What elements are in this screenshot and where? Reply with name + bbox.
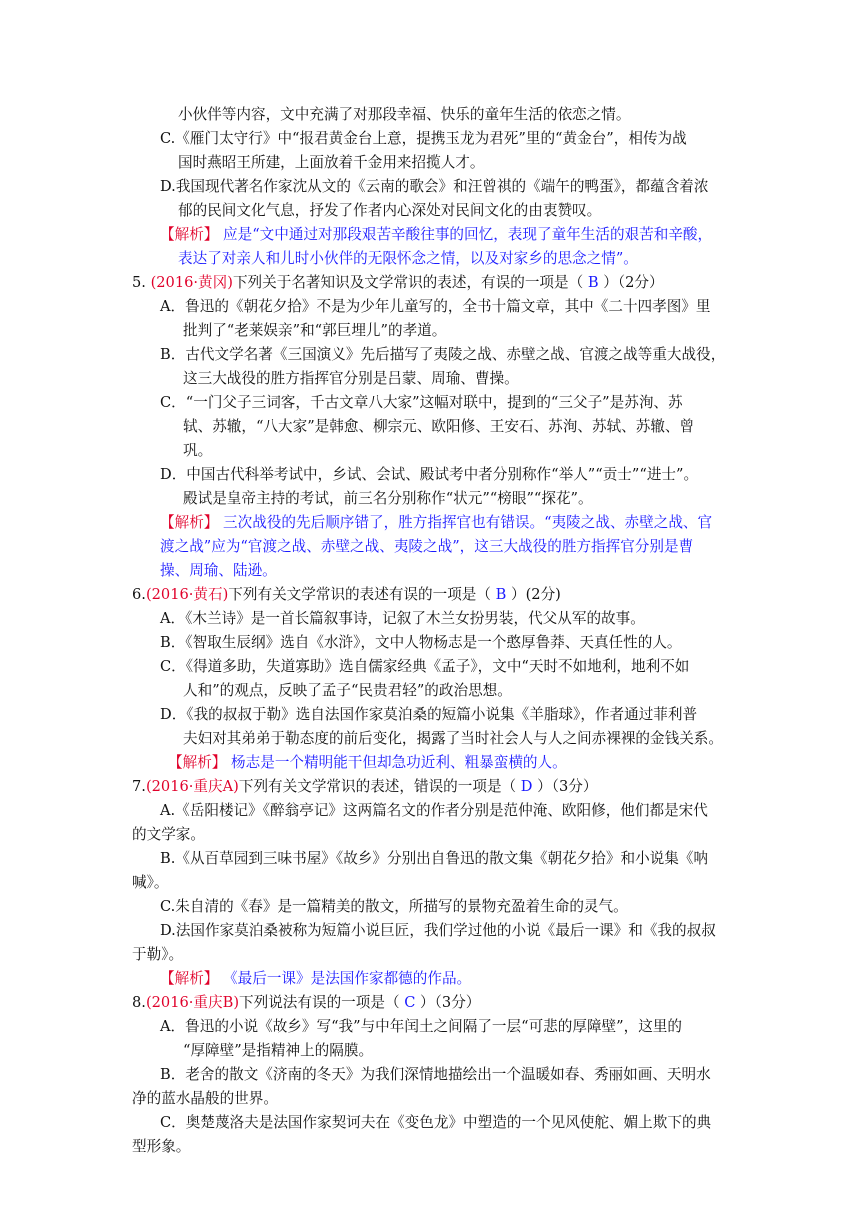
option-d: D.法国作家莫泊桑被称为短篇小说巨匠，我们学过他的小说《最后一课》和《我的叔叔: [160, 922, 716, 939]
answer-letter: B: [495, 586, 507, 603]
analysis-tag: 【解析】: [168, 754, 227, 771]
text-line: 于勒》。: [132, 946, 184, 963]
option-c: C．《得道多助，失道寡助》选自儒家经典《孟子》，文中“天时不如地利，地利不如: [160, 658, 690, 675]
text-line: 人和”的观点，反映了孟子“民贵君轻”的政治思想。: [183, 682, 512, 699]
text-line: 国时燕昭王所建，上面放着千金用来招揽人才。: [178, 154, 485, 171]
text-line: 巩。: [183, 442, 213, 459]
question-7-stem: [132, 776, 598, 798]
analysis-text: 表达了对亲人和儿时小伙伴的无限怀念之情，以及对家乡的思念之情”。: [178, 250, 638, 267]
question-score: ）（2分）: [603, 274, 664, 291]
option-b: B.《从百草园到三味书屋》《故乡》分别出自鲁迅的散文集《朝花夕拾》和小说集《呐: [160, 850, 709, 867]
question-number: 6.: [132, 586, 146, 603]
text-line: 夫妇对其弟弟于勒态度的前后变化，揭露了当时社会人与人之间赤裸裸的金钱关系。: [183, 730, 723, 747]
text-line: 这三大战役的胜方指挥官分别是吕蒙、周瑜、曹操。: [183, 370, 519, 387]
analysis-tag: 【解析】: [160, 970, 219, 987]
option-b: B．《智取生辰纲》选自《水浒》，文中人物杨志是一个憨厚鲁莽、天真任性的人。: [160, 634, 682, 651]
text-line: 喊》。: [132, 874, 169, 891]
analysis-text: 《最后一课》是法国作家都德的作品。: [223, 970, 472, 987]
question-number: 5.: [132, 274, 146, 291]
option-a: A．《木兰诗》是一首长篇叙事诗，记叙了木兰女扮男装，代父从军的故事。: [160, 610, 645, 627]
option-d: D．中国古代科举考试中，乡试、会试、殿试考中者分别称作“举人”“贡士”“进士”。: [160, 466, 699, 483]
question-score: ）（3分）: [537, 778, 598, 795]
analysis-line: [160, 512, 712, 534]
question-stem: 下列说法有误的一项是（: [239, 994, 400, 1011]
question-6-stem: [132, 584, 561, 606]
text-line: 净的蓝水晶般的世界。: [132, 1090, 278, 1107]
analysis-tag: 【解析】: [160, 514, 219, 531]
answer-letter: B: [587, 274, 599, 291]
question-source: (2016·重庆B): [145, 994, 240, 1011]
text-line: 殿试是皇帝主持的考试，前三名分别称作“状元”“榜眼”“探花”。: [183, 490, 593, 507]
question-stem: 下列有关文学常识的表述，错误的一项是（: [238, 778, 517, 795]
question-number: 8.: [132, 994, 146, 1011]
text-line: 小伙伴等内容，文中充满了对那段幸福、快乐的童年生活的依恋之情。: [178, 106, 631, 123]
question-number: 7.: [132, 778, 146, 795]
text-line: 郁的民间文化气息，抒发了作者内心深处对民间文化的由衷赞叹。: [178, 202, 602, 219]
analysis-text: 杨志是一个精明能干但却急功近利、粗暴蛮横的人。: [231, 754, 567, 771]
question-5-stem: [132, 272, 664, 294]
analysis-text: 三次战役的先后顺序错了，胜方: [223, 514, 428, 531]
option-d: D．《我的叔叔于勒》选自法国作家莫泊桑的短篇小说集《羊脂球》，作者通过菲利普: [160, 706, 698, 723]
text-line: 型形象。: [132, 1138, 191, 1155]
question-stem: 下列关于名著知识及文学常识的表述，有误的一项是（: [232, 274, 584, 291]
answer-letter: D: [520, 778, 533, 795]
option-c: C．“一门父子三词客，千古文章八大家”这幅对联中，提到的“三父子”是苏洵、苏: [160, 394, 683, 411]
analysis-line: [160, 224, 712, 246]
option-d: D.我国现代著名作家沈从文的《云南的歌会》和汪曾祺的《端午的鸭蛋》，都蕴含着浓: [160, 178, 709, 195]
text-line: 轼、苏辙，“八大家”是韩愈、柳宗元、欧阳修、王安石、苏洵、苏轼、苏辙、曾: [183, 418, 695, 435]
option-a: A．鲁迅的《朝花夕拾》不是为少年儿童写的，全书十篇文章，其中《二十四孝图》里: [160, 298, 711, 315]
analysis-text: 指挥官也有错误。“夷陵之战、赤壁之战、官: [427, 514, 713, 531]
question-source: (2016·重庆A): [145, 778, 239, 795]
option-c: C.《雁门太守行》中“报君黄金台上意，提携玉龙为君死”里的“黄金台”，相传为战: [160, 130, 687, 147]
question-score: ）（3分）: [420, 994, 481, 1011]
analysis-line: [160, 968, 471, 990]
analysis-text: 应是“文中通过对: [223, 226, 333, 243]
text-line: 的文学家。: [132, 826, 205, 843]
option-c: C.朱自清的《春》是一篇精美的散文，所描写的景物充盈着生命的灵气。: [160, 898, 628, 915]
question-8-stem: [132, 992, 480, 1014]
answer-letter: C: [404, 994, 416, 1011]
analysis-line: [168, 752, 567, 774]
question-source: (2016·黄冈): [150, 274, 233, 291]
option-c: C．奥楚蔑洛夫是法国作家契诃夫在《变色龙》中塑造的一个见风使舵、媚上欺下的典: [160, 1114, 712, 1131]
option-b: B．古代文学名著《三国演义》先后描写了夷陵之战、赤壁之战、官渡之战等重大战役，: [160, 346, 726, 363]
text-line: 批判了“老莱娱亲”和“郭巨埋儿”的孝道。: [183, 322, 447, 339]
question-score: ）(2分): [511, 586, 561, 603]
analysis-text: 渡之战”应为“官渡之战、赤壁之战、夷陵之战”，这三大战役的胜方指挥官分别是曹: [160, 538, 694, 555]
option-a: A．鲁迅的小说《故乡》写“我”与中年闰土之间隔了一层“可悲的厚障壁”，这里的: [160, 1018, 682, 1035]
analysis-text: 那段艰苦辛酸往事的回忆，表现了童年生活的艰苦和辛酸，: [332, 226, 713, 243]
analysis-tag: 【解析】: [160, 226, 219, 243]
question-stem: 下列有关文学常识的表述有误的一项是（: [228, 586, 491, 603]
option-b: B．老舍的散文《济南的冬天》为我们深情地描绘出一个温暖如春、秀丽如画、天明水: [160, 1066, 711, 1083]
analysis-text: 操、周瑜、陆逊。: [160, 562, 277, 579]
question-source: (2016·黄石): [145, 586, 229, 603]
option-a: A.《岳阳楼记》《醉翁亭记》这两篇名文的作者分别是范仲淹、欧阳修，他们都是宋代: [160, 802, 708, 819]
text-line: “厚障壁”是指精神上的隔膜。: [183, 1042, 374, 1059]
